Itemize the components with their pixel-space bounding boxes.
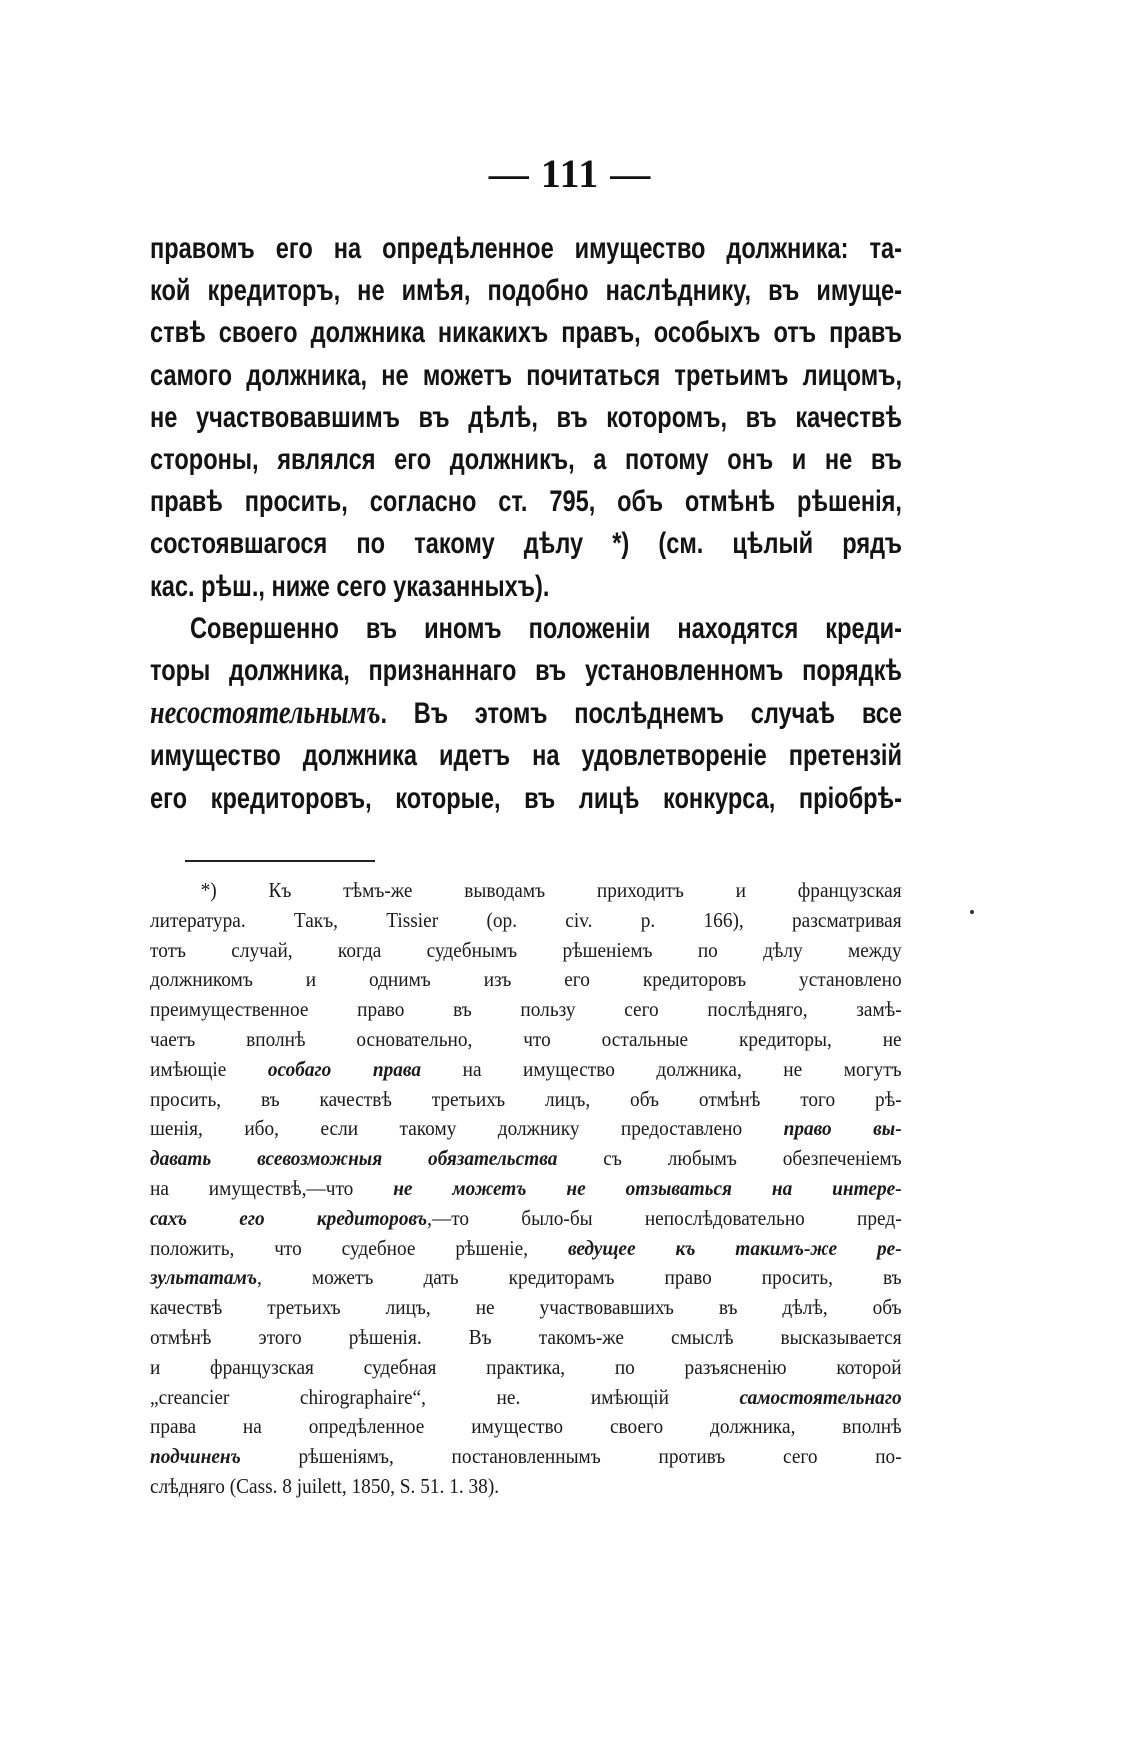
main-line: правомъ его на опредѣленное имущество должника: та- [150,232,902,265]
footnote-line: *) Къ тѣмъ-же выводамъ приходитъ и французская [200,878,902,902]
footnote [150,876,902,1502]
footnote-text: , можетъ дать кредиторамъ право просить, въ [257,1265,902,1290]
footnote-text: рѣшеніямъ, постановленнымъ противъ сего по- [240,1444,902,1469]
footnote-line [150,1114,902,1144]
footnote-italic: сахъ его кредиторовъ [150,1205,428,1230]
footnote-italic: подчиненъ [150,1444,241,1469]
main-line: торы должника, признаннаго въ установленномъ порядкѣ [150,654,902,688]
main-line: самого должника, не можетъ почитаться третьимъ лицомъ, [150,358,902,392]
footnote-line [150,1055,902,1085]
footnote-line: должникомъ и однимъ изъ его кредиторовъ установлено [150,967,902,992]
footnote-line: просить, въ качествѣ третьихъ лицъ, объ отмѣнѣ того рѣ- [150,1086,902,1111]
footnote-divider [185,860,375,862]
page-number: — 111 — [488,151,652,196]
footnote-text: шенія, ибо, если такому должнику предоставлено [150,1116,784,1141]
footnote-line: слѣдняго (Cass. 8 juilett, 1850, S. 51. 1. 38). [150,1473,500,1498]
print-speck [970,910,974,914]
footnote-text: съ любымъ обезпеченіемъ [557,1146,902,1171]
main-line: ствѣ своего должника никакихъ правъ, особыхъ отъ правъ [150,316,902,350]
footnote-text: ,—то было-бы непослѣдовательно пред- [427,1205,902,1230]
footnote-line: права на опредѣленное имущество своего должника, вполнѣ [150,1414,902,1439]
footnote-text: „creancier chirographaire“, не. имѣющій [150,1384,740,1409]
footnote-line: и французская судебная практика, по разъясненію которой [150,1354,902,1379]
footnote-line: литература. Такъ, Tissier (op. civ. p. 166), разсматривая [150,907,902,932]
main-line: состоявшагося по такому дѣлу *) (см. цѣлый рядъ [150,527,902,561]
footnote-line [150,1144,902,1174]
footnote-italic: самостоятельнаго [739,1384,902,1409]
main-line-italic: несостоятельнымъ [150,695,381,732]
footnote-line: качествѣ третьихъ лицъ, не участвовавшихъ въ дѣлѣ, объ [150,1295,902,1320]
main-line: кой кредиторъ, не имѣя, подобно наслѣднику, въ имуще- [150,274,902,308]
footnote-italic: право вы- [783,1116,902,1141]
main-line: правѣ просить, согласно ст. 795, объ отмѣнѣ рѣшенія, [150,485,902,519]
footnote-line: отмѣнѣ этого рѣшенія. Въ такомъ-же смыслѣ высказывается [150,1324,902,1349]
footnote-line: чаетъ вполнѣ основательно, что остальные кредиторы, не [150,1026,902,1051]
footnote-line [150,1442,902,1472]
main-line: не участвовавшимъ въ дѣлѣ, въ которомъ, въ качествѣ [150,400,902,434]
footnote-italic: не можетъ не отзываться на интере- [393,1175,902,1200]
footnote-text: на имущество должника, не могутъ [421,1056,902,1081]
footnote-line [150,1234,902,1264]
main-line: его кредиторовъ, которые, въ лицѣ конкурса, пріобрѣ- [150,781,902,815]
footnote-line: преимущественное право въ пользу сего послѣдняго, замѣ- [150,997,902,1022]
footnote-line [150,1383,902,1413]
footnote-line [150,1263,902,1293]
footnote-text: на имуществѣ,—что [150,1175,394,1200]
footnote-italic: давать всевозможныя обязательства [150,1146,558,1171]
main-line: стороны, являлся его должникъ, а потому онъ и не въ [150,443,902,477]
footnote-text: положить, что судебное рѣшеніе, [150,1235,568,1260]
main-line [150,692,902,735]
main-line: кас. рѣш., ниже сего указанныхъ). [150,569,550,603]
main-text [150,228,902,820]
main-line-rest: . Въ этомъ послѣднемъ случаѣ все [380,697,903,731]
main-line: Совершенно въ иномъ положеніи находятся креди- [190,611,902,645]
footnote-line: тотъ случай, когда судебнымъ рѣшеніемъ по дѣлу между [150,937,902,962]
footnote-line [150,1174,902,1204]
footnote-line [150,1204,902,1234]
footnote-italic: зультатамъ [150,1265,258,1290]
footnote-italic: особаго права [267,1056,422,1081]
footnote-text: имѣющіе [150,1056,268,1081]
footnote-italic: ведущее къ такимъ-же ре- [567,1235,902,1260]
main-line: имущество должника идетъ на удовлетвореніе претензій [150,739,902,773]
